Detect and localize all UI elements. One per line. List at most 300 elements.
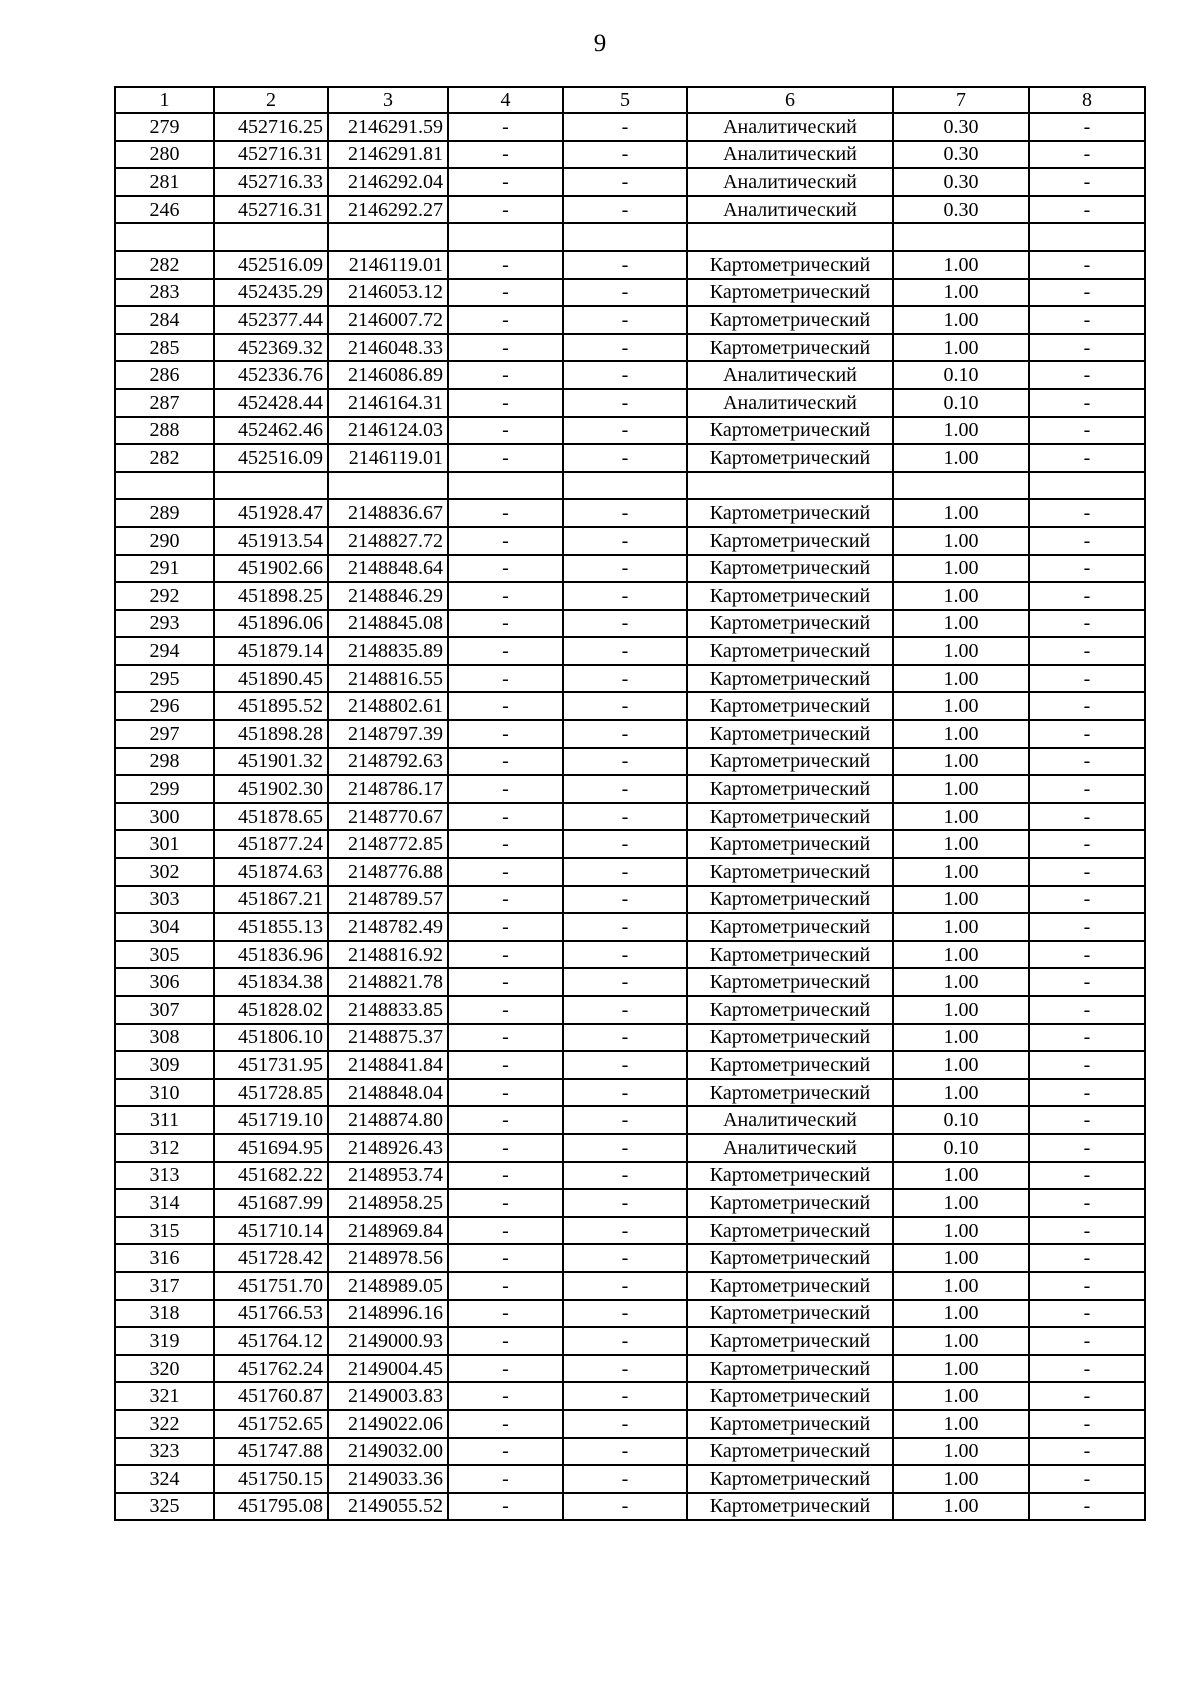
point-number-cell: 307	[115, 996, 214, 1024]
method-cell: Картометрический	[687, 499, 893, 527]
table-row	[115, 1134, 1145, 1162]
y-coordinate-cell: 2148953.74	[328, 1162, 448, 1190]
x-coordinate-cell: 451710.14	[214, 1217, 328, 1245]
table-row	[115, 279, 1145, 307]
page-number: 9	[593, 30, 607, 57]
accuracy-cell: 1.00	[893, 941, 1029, 969]
col8-cell: -	[1029, 720, 1145, 748]
col5-cell: -	[563, 1382, 687, 1410]
col8-cell: -	[1029, 555, 1145, 583]
accuracy-cell: 1.00	[893, 1272, 1029, 1300]
col8-cell: -	[1029, 1217, 1145, 1245]
table-row	[115, 996, 1145, 1024]
y-coordinate-cell: 2148772.85	[328, 830, 448, 858]
col4-cell: -	[448, 941, 563, 969]
col8-cell: -	[1029, 306, 1145, 334]
method-cell: Картометрический	[687, 1410, 893, 1438]
col5-cell: -	[563, 803, 687, 831]
col8-cell: -	[1029, 748, 1145, 776]
table-row	[115, 803, 1145, 831]
point-number-cell: 284	[115, 306, 214, 334]
col8-cell: -	[1029, 858, 1145, 886]
y-coordinate-cell: 2149000.93	[328, 1327, 448, 1355]
accuracy-cell: 1.00	[893, 1162, 1029, 1190]
method-cell: Картометрический	[687, 1244, 893, 1272]
point-number-cell	[115, 223, 214, 251]
col8-cell: -	[1029, 1051, 1145, 1079]
col8-cell: -	[1029, 665, 1145, 693]
y-coordinate-cell: 2146053.12	[328, 279, 448, 307]
col4-cell: -	[448, 858, 563, 886]
y-coordinate-cell: 2149004.45	[328, 1355, 448, 1383]
y-coordinate-cell: 2148848.04	[328, 1079, 448, 1107]
table-row	[115, 306, 1145, 334]
col5-cell: -	[563, 417, 687, 445]
y-coordinate-cell	[328, 223, 448, 251]
y-coordinate-cell: 2148875.37	[328, 1024, 448, 1052]
method-cell	[687, 223, 893, 251]
accuracy-cell: 0.10	[893, 1134, 1029, 1162]
col5-cell: -	[563, 748, 687, 776]
col5-cell: -	[563, 141, 687, 169]
accuracy-cell: 1.00	[893, 803, 1029, 831]
table-row	[115, 113, 1145, 141]
table-row	[115, 692, 1145, 720]
table-row	[115, 196, 1145, 224]
col8-cell: -	[1029, 1272, 1145, 1300]
point-number-cell: 294	[115, 637, 214, 665]
column-header: 6	[687, 87, 893, 113]
point-number-cell: 283	[115, 279, 214, 307]
col8-cell: -	[1029, 196, 1145, 224]
col8-cell: -	[1029, 803, 1145, 831]
x-coordinate-cell: 452716.25	[214, 113, 328, 141]
point-number-cell: 281	[115, 168, 214, 196]
accuracy-cell	[893, 472, 1029, 500]
table-row	[115, 830, 1145, 858]
table-row	[115, 1355, 1145, 1383]
col5-cell: -	[563, 334, 687, 362]
method-cell: Картометрический	[687, 1300, 893, 1328]
col4-cell: -	[448, 1272, 563, 1300]
accuracy-cell: 1.00	[893, 665, 1029, 693]
y-coordinate-cell: 2146007.72	[328, 306, 448, 334]
x-coordinate-cell: 452428.44	[214, 389, 328, 417]
col4-cell: -	[448, 996, 563, 1024]
col5-cell: -	[563, 830, 687, 858]
col5-cell	[563, 223, 687, 251]
col5-cell: -	[563, 168, 687, 196]
point-number-cell: 312	[115, 1134, 214, 1162]
col5-cell: -	[563, 968, 687, 996]
x-coordinate-cell: 452716.33	[214, 168, 328, 196]
col4-cell: -	[448, 1189, 563, 1217]
table-row	[115, 417, 1145, 445]
method-cell: Картометрический	[687, 444, 893, 472]
x-coordinate-cell: 451928.47	[214, 499, 328, 527]
accuracy-cell: 1.00	[893, 858, 1029, 886]
x-coordinate-cell: 451834.38	[214, 968, 328, 996]
col4-cell: -	[448, 444, 563, 472]
y-coordinate-cell: 2148874.80	[328, 1106, 448, 1134]
col5-cell: -	[563, 637, 687, 665]
col8-cell: -	[1029, 361, 1145, 389]
method-cell: Аналитический	[687, 389, 893, 417]
col4-cell: -	[448, 1465, 563, 1493]
y-coordinate-cell: 2148926.43	[328, 1134, 448, 1162]
table-row	[115, 968, 1145, 996]
y-coordinate-cell: 2149032.00	[328, 1438, 448, 1466]
point-number-cell: 290	[115, 527, 214, 555]
col4-cell: -	[448, 692, 563, 720]
method-cell: Картометрический	[687, 720, 893, 748]
table-row	[115, 1024, 1145, 1052]
col4-cell: -	[448, 279, 563, 307]
x-coordinate-cell: 452516.09	[214, 251, 328, 279]
point-number-cell: 286	[115, 361, 214, 389]
col5-cell: -	[563, 196, 687, 224]
table-row	[115, 858, 1145, 886]
col8-cell: -	[1029, 610, 1145, 638]
method-cell: Аналитический	[687, 196, 893, 224]
col5-cell: -	[563, 775, 687, 803]
accuracy-cell: 1.00	[893, 1189, 1029, 1217]
point-number-cell: 296	[115, 692, 214, 720]
x-coordinate-cell: 452336.76	[214, 361, 328, 389]
point-number-cell: 316	[115, 1244, 214, 1272]
col4-cell: -	[448, 1300, 563, 1328]
col8-cell: -	[1029, 996, 1145, 1024]
x-coordinate-cell: 451874.63	[214, 858, 328, 886]
col8-cell: -	[1029, 444, 1145, 472]
col4-cell: -	[448, 748, 563, 776]
x-coordinate-cell: 451879.14	[214, 637, 328, 665]
accuracy-cell: 1.00	[893, 1382, 1029, 1410]
col5-cell: -	[563, 361, 687, 389]
col5-cell: -	[563, 1272, 687, 1300]
method-cell: Картометрический	[687, 1189, 893, 1217]
col5-cell: -	[563, 1189, 687, 1217]
accuracy-cell	[893, 223, 1029, 251]
accuracy-cell: 1.00	[893, 1438, 1029, 1466]
y-coordinate-cell: 2148996.16	[328, 1300, 448, 1328]
x-coordinate-cell: 451795.08	[214, 1493, 328, 1521]
col5-cell: -	[563, 720, 687, 748]
col4-cell: -	[448, 361, 563, 389]
accuracy-cell: 1.00	[893, 1079, 1029, 1107]
y-coordinate-cell: 2146086.89	[328, 361, 448, 389]
col8-cell: -	[1029, 830, 1145, 858]
separator-row	[115, 472, 1145, 500]
accuracy-cell: 1.00	[893, 637, 1029, 665]
accuracy-cell: 1.00	[893, 720, 1029, 748]
method-cell: Картометрический	[687, 417, 893, 445]
col8-cell: -	[1029, 1106, 1145, 1134]
col5-cell: -	[563, 306, 687, 334]
accuracy-cell: 1.00	[893, 279, 1029, 307]
x-coordinate-cell: 451750.15	[214, 1465, 328, 1493]
table-row	[115, 582, 1145, 610]
x-coordinate-cell: 451895.52	[214, 692, 328, 720]
accuracy-cell: 1.00	[893, 610, 1029, 638]
y-coordinate-cell: 2148969.84	[328, 1217, 448, 1245]
column-header: 8	[1029, 87, 1145, 113]
point-number-cell: 288	[115, 417, 214, 445]
y-coordinate-cell: 2148845.08	[328, 610, 448, 638]
method-cell: Картометрический	[687, 527, 893, 555]
method-cell: Картометрический	[687, 968, 893, 996]
x-coordinate-cell: 451760.87	[214, 1382, 328, 1410]
accuracy-cell: 0.10	[893, 389, 1029, 417]
method-cell: Картометрический	[687, 1079, 893, 1107]
y-coordinate-cell: 2149055.52	[328, 1493, 448, 1521]
table-row	[115, 389, 1145, 417]
x-coordinate-cell: 451836.96	[214, 941, 328, 969]
method-cell	[687, 472, 893, 500]
col8-cell: -	[1029, 1327, 1145, 1355]
table-row	[115, 1327, 1145, 1355]
table-row	[115, 361, 1145, 389]
col5-cell	[563, 472, 687, 500]
separator-row	[115, 223, 1145, 251]
col4-cell: -	[448, 1382, 563, 1410]
col8-cell: -	[1029, 1024, 1145, 1052]
x-coordinate-cell: 451828.02	[214, 996, 328, 1024]
accuracy-cell: 1.00	[893, 1217, 1029, 1245]
y-coordinate-cell: 2148786.17	[328, 775, 448, 803]
method-cell: Картометрический	[687, 334, 893, 362]
table-row	[115, 444, 1145, 472]
x-coordinate-cell: 451694.95	[214, 1134, 328, 1162]
point-number-cell: 311	[115, 1106, 214, 1134]
col4-cell: -	[448, 113, 563, 141]
x-coordinate-cell: 451747.88	[214, 1438, 328, 1466]
y-coordinate-cell: 2148836.67	[328, 499, 448, 527]
x-coordinate-cell: 451682.22	[214, 1162, 328, 1190]
method-cell: Картометрический	[687, 1217, 893, 1245]
col8-cell: -	[1029, 1189, 1145, 1217]
point-number-cell: 298	[115, 748, 214, 776]
x-coordinate-cell: 451731.95	[214, 1051, 328, 1079]
x-coordinate-cell: 452377.44	[214, 306, 328, 334]
col4-cell: -	[448, 1024, 563, 1052]
table-row	[115, 1438, 1145, 1466]
col5-cell: -	[563, 1355, 687, 1383]
method-cell: Картометрический	[687, 692, 893, 720]
table-row	[115, 555, 1145, 583]
y-coordinate-cell: 2146119.01	[328, 444, 448, 472]
col8-cell: -	[1029, 968, 1145, 996]
col4-cell: -	[448, 1244, 563, 1272]
col8-cell: -	[1029, 141, 1145, 169]
point-number-cell: 317	[115, 1272, 214, 1300]
col4-cell: -	[448, 582, 563, 610]
accuracy-cell: 1.00	[893, 1300, 1029, 1328]
col4-cell	[448, 472, 563, 500]
accuracy-cell: 1.00	[893, 1327, 1029, 1355]
accuracy-cell: 1.00	[893, 555, 1029, 583]
point-number-cell: 323	[115, 1438, 214, 1466]
col5-cell: -	[563, 444, 687, 472]
point-number-cell: 300	[115, 803, 214, 831]
point-number-cell: 293	[115, 610, 214, 638]
method-cell: Аналитический	[687, 361, 893, 389]
col4-cell: -	[448, 1410, 563, 1438]
point-number-cell: 306	[115, 968, 214, 996]
col8-cell: -	[1029, 1134, 1145, 1162]
method-cell: Картометрический	[687, 637, 893, 665]
method-cell: Картометрический	[687, 1355, 893, 1383]
y-coordinate-cell: 2149022.06	[328, 1410, 448, 1438]
point-number-cell: 309	[115, 1051, 214, 1079]
method-cell: Картометрический	[687, 941, 893, 969]
point-number-cell: 279	[115, 113, 214, 141]
col4-cell: -	[448, 886, 563, 914]
method-cell: Картометрический	[687, 610, 893, 638]
col8-cell: -	[1029, 1493, 1145, 1521]
col5-cell: -	[563, 555, 687, 583]
accuracy-cell: 1.00	[893, 251, 1029, 279]
point-number-cell: 246	[115, 196, 214, 224]
method-cell: Картометрический	[687, 858, 893, 886]
point-number-cell: 297	[115, 720, 214, 748]
x-coordinate-cell: 451877.24	[214, 830, 328, 858]
x-coordinate-cell: 452462.46	[214, 417, 328, 445]
col8-cell: -	[1029, 775, 1145, 803]
y-coordinate-cell: 2148797.39	[328, 720, 448, 748]
col4-cell: -	[448, 499, 563, 527]
point-number-cell: 324	[115, 1465, 214, 1493]
col4-cell: -	[448, 1327, 563, 1355]
method-cell: Картометрический	[687, 665, 893, 693]
table-row	[115, 720, 1145, 748]
col4-cell: -	[448, 775, 563, 803]
x-coordinate-cell: 452516.09	[214, 444, 328, 472]
point-number-cell: 291	[115, 555, 214, 583]
table-row	[115, 251, 1145, 279]
method-cell: Аналитический	[687, 1134, 893, 1162]
point-number-cell	[115, 472, 214, 500]
col5-cell: -	[563, 527, 687, 555]
table-row	[115, 168, 1145, 196]
y-coordinate-cell: 2146291.81	[328, 141, 448, 169]
y-coordinate-cell: 2148989.05	[328, 1272, 448, 1300]
point-number-cell: 322	[115, 1410, 214, 1438]
point-number-cell: 304	[115, 913, 214, 941]
accuracy-cell: 1.00	[893, 996, 1029, 1024]
point-number-cell: 303	[115, 886, 214, 914]
method-cell: Аналитический	[687, 113, 893, 141]
point-number-cell: 282	[115, 444, 214, 472]
table-row	[115, 1106, 1145, 1134]
column-header: 5	[563, 87, 687, 113]
table-row	[115, 886, 1145, 914]
point-number-cell: 320	[115, 1355, 214, 1383]
col5-cell: -	[563, 1438, 687, 1466]
method-cell: Картометрический	[687, 1051, 893, 1079]
x-coordinate-cell: 451687.99	[214, 1189, 328, 1217]
table-row	[115, 1410, 1145, 1438]
col4-cell	[448, 223, 563, 251]
accuracy-cell: 1.00	[893, 444, 1029, 472]
col4-cell: -	[448, 306, 563, 334]
column-header: 3	[328, 87, 448, 113]
col4-cell: -	[448, 1438, 563, 1466]
y-coordinate-cell: 2148802.61	[328, 692, 448, 720]
accuracy-cell: 0.30	[893, 168, 1029, 196]
col5-cell: -	[563, 858, 687, 886]
x-coordinate-cell: 451898.28	[214, 720, 328, 748]
col5-cell: -	[563, 1051, 687, 1079]
col5-cell: -	[563, 665, 687, 693]
x-coordinate-cell: 451855.13	[214, 913, 328, 941]
y-coordinate-cell: 2146292.04	[328, 168, 448, 196]
y-coordinate-cell: 2148816.92	[328, 941, 448, 969]
accuracy-cell: 0.10	[893, 1106, 1029, 1134]
accuracy-cell: 1.00	[893, 830, 1029, 858]
col8-cell: -	[1029, 417, 1145, 445]
method-cell: Картометрический	[687, 830, 893, 858]
method-cell: Картометрический	[687, 1327, 893, 1355]
table-row	[115, 141, 1145, 169]
col8-cell: -	[1029, 582, 1145, 610]
method-cell: Картометрический	[687, 1493, 893, 1521]
col4-cell: -	[448, 803, 563, 831]
table-row	[115, 1051, 1145, 1079]
method-cell: Картометрический	[687, 1024, 893, 1052]
x-coordinate-cell: 451913.54	[214, 527, 328, 555]
x-coordinate-cell: 451751.70	[214, 1272, 328, 1300]
col5-cell: -	[563, 279, 687, 307]
accuracy-cell: 0.10	[893, 361, 1029, 389]
x-coordinate-cell: 451752.65	[214, 1410, 328, 1438]
accuracy-cell: 1.00	[893, 1024, 1029, 1052]
y-coordinate-cell: 2148978.56	[328, 1244, 448, 1272]
x-coordinate-cell: 451867.21	[214, 886, 328, 914]
col5-cell: -	[563, 1134, 687, 1162]
col5-cell: -	[563, 1410, 687, 1438]
method-cell: Картометрический	[687, 1382, 893, 1410]
col5-cell: -	[563, 996, 687, 1024]
x-coordinate-cell: 451764.12	[214, 1327, 328, 1355]
accuracy-cell: 0.30	[893, 141, 1029, 169]
accuracy-cell: 1.00	[893, 499, 1029, 527]
col4-cell: -	[448, 251, 563, 279]
col8-cell: -	[1029, 1465, 1145, 1493]
x-coordinate-cell	[214, 223, 328, 251]
accuracy-cell: 1.00	[893, 748, 1029, 776]
x-coordinate-cell: 451766.53	[214, 1300, 328, 1328]
col8-cell: -	[1029, 1300, 1145, 1328]
col5-cell: -	[563, 1300, 687, 1328]
table-row	[115, 1162, 1145, 1190]
table-row	[115, 1272, 1145, 1300]
col8-cell: -	[1029, 1162, 1145, 1190]
col8-cell: -	[1029, 279, 1145, 307]
col8-cell: -	[1029, 913, 1145, 941]
table-row	[115, 1493, 1145, 1521]
col4-cell: -	[448, 334, 563, 362]
method-cell: Картометрический	[687, 913, 893, 941]
accuracy-cell: 1.00	[893, 582, 1029, 610]
col8-cell: -	[1029, 499, 1145, 527]
point-number-cell: 285	[115, 334, 214, 362]
col4-cell: -	[448, 720, 563, 748]
col4-cell: -	[448, 610, 563, 638]
col5-cell: -	[563, 1217, 687, 1245]
x-coordinate-cell: 452716.31	[214, 196, 328, 224]
col8-cell: -	[1029, 334, 1145, 362]
